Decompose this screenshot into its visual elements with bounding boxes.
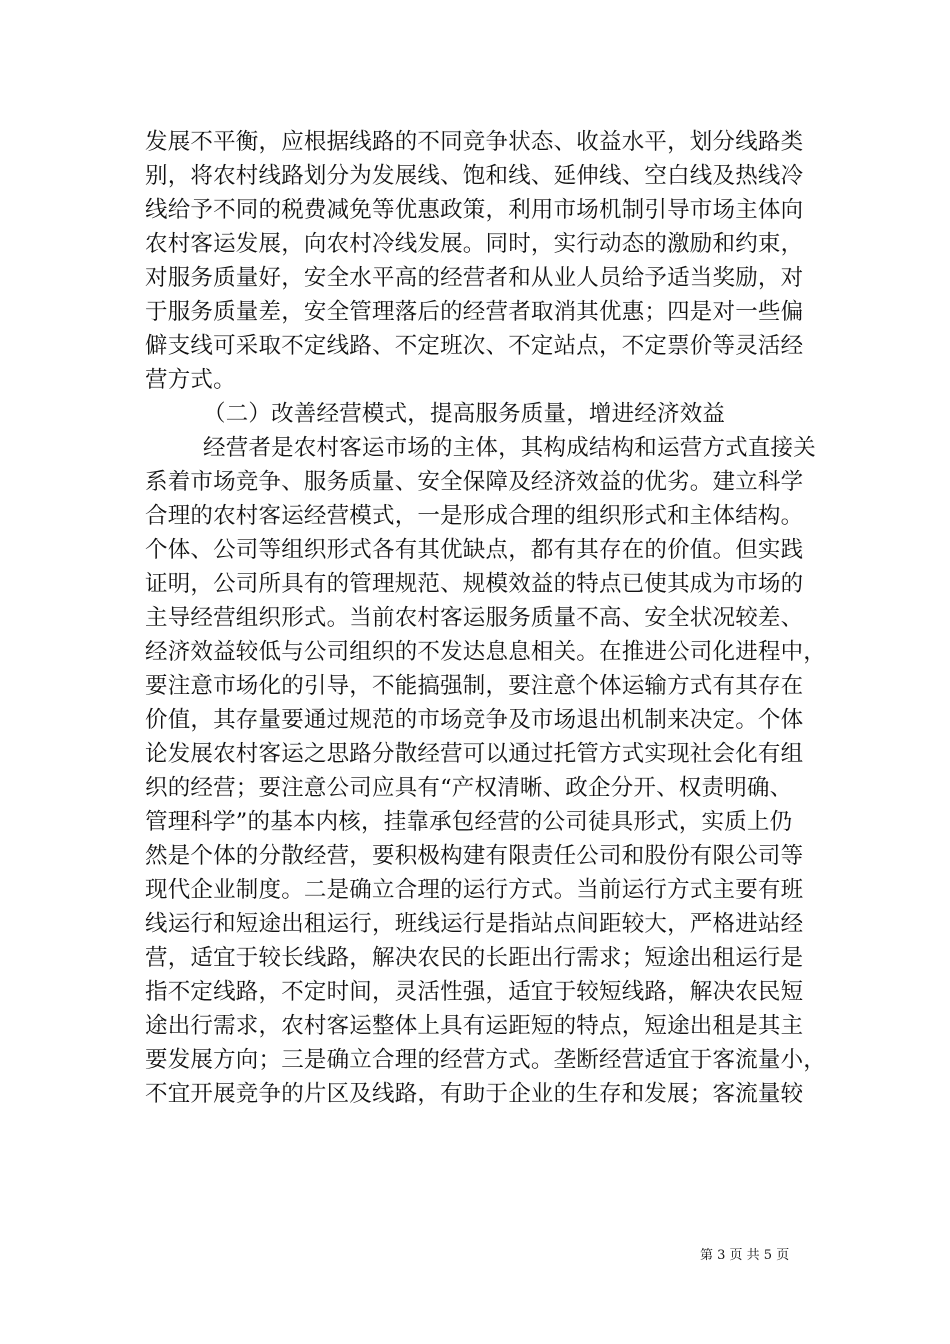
text-line: 然是个体的分散经营，要积极构建有限责任公司和股份有限公司等 bbox=[145, 843, 804, 869]
page-number: 第 3 页 共 5 页 bbox=[700, 1248, 790, 1263]
text-line: 要注意市场化的引导，不能搞强制，要注意个体运输方式有其存在 bbox=[145, 673, 804, 699]
text-line: 不宜开展竞争的片区及线路，有助于企业的生存和发展；客流量较 bbox=[145, 1081, 804, 1107]
text-line: 价值，其存量要通过规范的市场竞争及市场退出机制来决定。个体 bbox=[145, 707, 804, 733]
text-line: 途出行需求，农村客运整体上具有运距短的特点，短途出租是其主 bbox=[145, 1013, 804, 1039]
text-line: 论发展农村客运之思路分散经营可以通过托管方式实现社会化有组 bbox=[145, 741, 804, 767]
text-line: 营方式。 bbox=[145, 367, 236, 393]
text-line: 管理科学”的基本内核，挂靠承包经营的公司徒具形式，实质上仍 bbox=[145, 809, 793, 835]
section-heading: （二）改善经营模式，提高服务质量，增进经济效益 bbox=[203, 401, 726, 427]
text-line: 农村客运发展，向农村冷线发展。同时，实行动态的激励和约束， bbox=[145, 231, 804, 257]
text-line: 别，将农村线路划分为发展线、饱和线、延伸线、空白线及热线冷 bbox=[145, 163, 804, 189]
text-line: 要发展方向；三是确立合理的经营方式。垄断经营适宜于客流量小， bbox=[145, 1047, 827, 1073]
text-line: 僻支线可采取不定线路、不定班次、不定站点，不定票价等灵活经 bbox=[145, 333, 804, 359]
text-line: 营，适宜于较长线路，解决农民的长距出行需求；短途出租运行是 bbox=[145, 945, 804, 971]
text-line: 经济效益较低与公司组织的不发达息息相关。在推进公司化进程中， bbox=[145, 639, 827, 665]
text-line: 个体、公司等组织形式各有其优缺点，都有其存在的价值。但实践 bbox=[145, 537, 804, 563]
text-line: 线给予不同的税费减免等优惠政策，利用市场机制引导市场主体向 bbox=[145, 197, 804, 223]
text-line: 对服务质量好，安全水平高的经营者和从业人员给予适当奖励，对 bbox=[145, 265, 804, 291]
text-line: 合理的农村客运经营模式，一是形成合理的组织形式和主体结构。 bbox=[145, 503, 804, 529]
text-line: 系着市场竞争、服务质量、安全保障及经济效益的优劣。建立科学 bbox=[145, 469, 804, 495]
text-line: 线运行和短途出租运行，班线运行是指站点间距较大，严格进站经 bbox=[145, 911, 804, 937]
text-line: 发展不平衡，应根据线路的不同竞争状态、收益水平，划分线路类 bbox=[145, 129, 804, 155]
text-line: 主导经营组织形式。当前农村客运服务质量不高、安全状况较差、 bbox=[145, 605, 804, 631]
text-line: 证明，公司所具有的管理规范、规模效益的特点已使其成为市场的 bbox=[145, 571, 804, 597]
paragraph-first-line: 经营者是农村客运市场的主体，其构成结构和运营方式直接关 bbox=[203, 435, 816, 461]
text-line: 于服务质量差，安全管理落后的经营者取消其优惠；四是对一些偏 bbox=[145, 299, 804, 325]
text-line: 织的经营；要注意公司应具有“产权清晰、政企分开、权责明确、 bbox=[145, 775, 793, 801]
text-line: 指不定线路，不定时间，灵活性强，适宜于较短线路，解决农民短 bbox=[145, 979, 804, 1005]
text-line: 现代企业制度。二是确立合理的运行方式。当前运行方式主要有班 bbox=[145, 877, 804, 903]
